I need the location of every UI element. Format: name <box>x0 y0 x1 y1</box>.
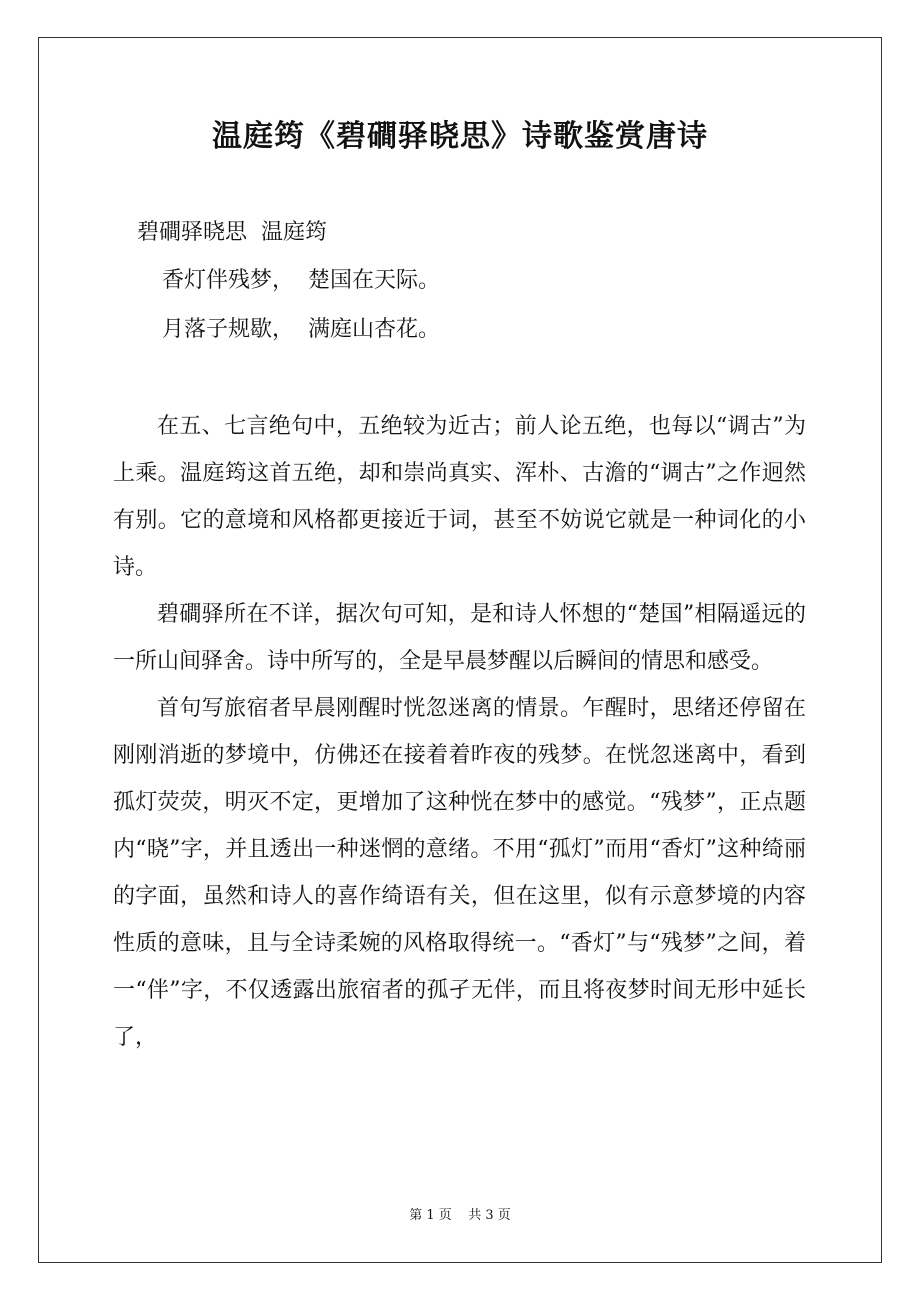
poem-heading: 碧磵驿晓思 温庭筠 <box>137 220 327 245</box>
poem-line-1: 香灯伴残梦， 楚国在天际。 <box>162 268 440 293</box>
paragraph-1: 在五、七言绝句中，五绝较为近古；前人论五绝，也每以“调古”为上乘。温庭筠这首五绝，却和崇尚真实、浑朴、古澹的“调古”之作迥然有别。它的意境和风格都更接近于词，甚至不妨说它就是一种词化的小诗。 <box>113 414 806 580</box>
document-title: 温庭筠《碧磵驿晓思》诗歌鉴赏唐诗 <box>212 119 708 154</box>
paragraph-3: 首句写旅宿者早晨刚醒时恍忽迷离的情景。乍醒时，思绪还停留在刚刚消逝的梦境中，仿佛还在接着着昨夜的残梦。在恍忽迷离中，看到孤灯荧荧，明灭不定，更增加了这种恍在梦中的感觉。“残梦”，正点题内“晓”字，并且透出一种迷惘的意绪。不用“孤灯”而用“香灯”这种绮丽的字面，虽然和诗人的喜作绮语有关，但在这里，似有示意梦境的内容性质的意味，且与全诗柔婉的风格取得统一。“香灯”与“残梦”之间，着一“伴”字，不仅透露出旅宿者的孤孑无伴，而且将夜梦时间无形中延长了， <box>113 696 806 1050</box>
paragraph-2: 碧磵驿所在不详，据次句可知，是和诗人怀想的“楚国”相隔遥远的一所山间驿舍。诗中所写的，全是早晨梦醒以后瞬间的情思和感受。 <box>113 602 806 674</box>
poem-line-2: 月落子规歇， 满庭山杏花。 <box>162 317 440 342</box>
body-text <box>113 403 806 1061</box>
page-footer: 第 1 页 共 3 页 <box>409 1208 511 1223</box>
